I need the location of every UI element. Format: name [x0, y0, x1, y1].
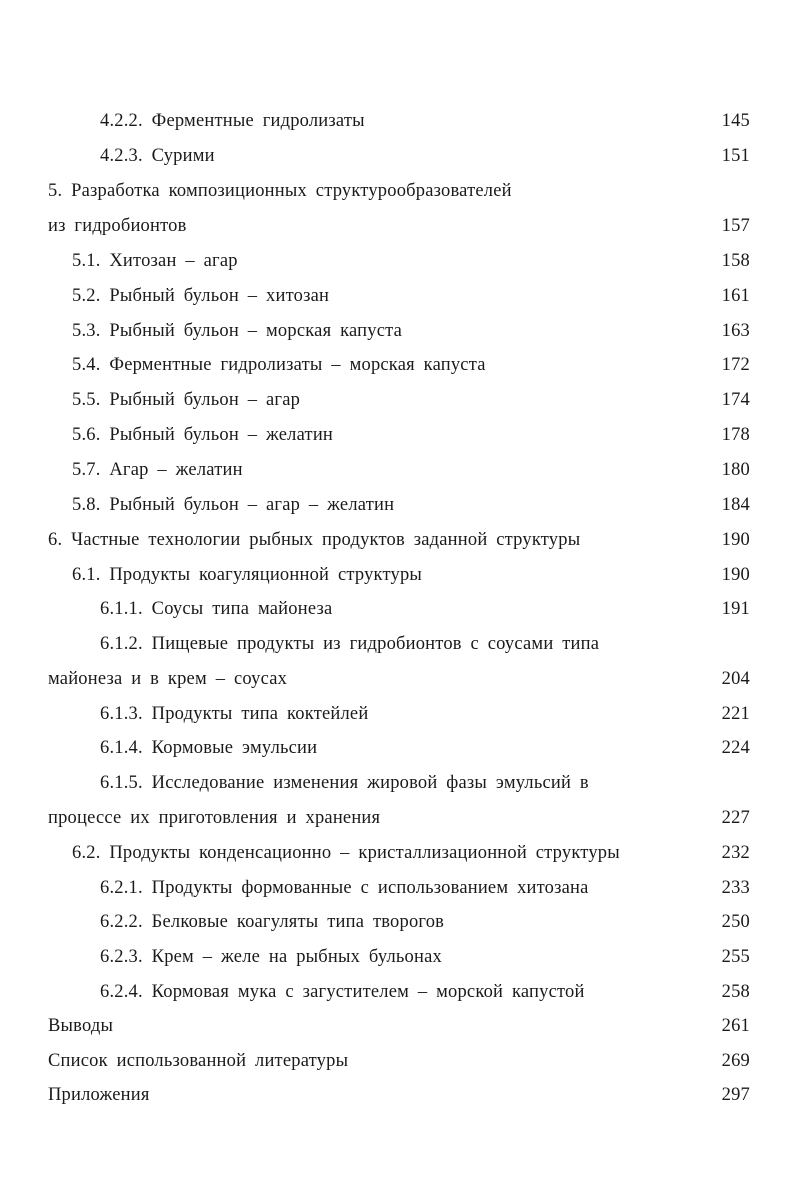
- toc-entry-references: [0, 1046, 799, 1076]
- toc-entry-page: 180: [721, 460, 750, 480]
- toc-entry-appendices: [0, 1080, 799, 1110]
- toc-entry-6-1-1: [0, 594, 799, 624]
- toc-entry-page: 145: [721, 111, 750, 131]
- toc-entry-5-line1: [0, 176, 799, 206]
- toc-entry-5-8: [0, 490, 799, 520]
- toc-entry-page: 174: [721, 390, 750, 410]
- toc-entry-5-6: [0, 420, 799, 450]
- toc-entry-title: 5.1. Хитозан – агар: [72, 251, 238, 271]
- toc-entry-page: 250: [721, 912, 750, 932]
- toc-entry-title: 5. Разработка композиционных структурообразователей: [48, 181, 512, 201]
- toc-entry-5-5: [0, 385, 799, 415]
- toc-entry-6-2-3: [0, 942, 799, 972]
- toc-entry-title: из гидробионтов: [48, 216, 187, 236]
- toc-entry-page: 191: [721, 599, 750, 619]
- toc-entry-page: 255: [721, 947, 750, 967]
- toc-entry-6-1-4: [0, 733, 799, 763]
- toc-entry-title: 6.1.3. Продукты типа коктейлей: [100, 704, 369, 724]
- toc-entry-page: 261: [721, 1016, 750, 1036]
- toc-entry-6-2-4: [0, 977, 799, 1007]
- toc-entry-title: 5.5. Рыбный бульон – агар: [72, 390, 301, 410]
- toc-entry-page: 204: [721, 669, 750, 689]
- toc-entry-page: 297: [721, 1085, 750, 1105]
- toc-entry-page: 221: [721, 704, 750, 724]
- toc-entry-title: майонеза и в крем – соусах: [48, 669, 288, 689]
- toc-entry-page: 232: [721, 843, 750, 863]
- toc-entry-conclusions: [0, 1011, 799, 1041]
- toc-entry-6-1: [0, 560, 799, 590]
- toc-entry-title: 6.2.4. Кормовая мука с загустителем – морской капустой: [100, 982, 585, 1002]
- toc-entry-page: 258: [721, 982, 750, 1002]
- toc-entry-5-3: [0, 316, 799, 346]
- toc-entry-title: Приложения: [48, 1085, 150, 1105]
- toc-entry-page: 178: [721, 425, 750, 445]
- toc-entry-title: 6. Частные технологии рыбных продуктов заданной структуры: [48, 530, 581, 550]
- toc-entry-page: 190: [721, 565, 750, 585]
- toc-entry-title: 5.6. Рыбный бульон – желатин: [72, 425, 334, 445]
- toc-entry-6-1-2-line1: [0, 629, 799, 659]
- toc-entry-5-4: [0, 350, 799, 380]
- toc-entry-5-line2: [0, 211, 799, 241]
- toc-entry-title: 5.7. Агар – желатин: [72, 460, 243, 480]
- toc-entry-6-2-1: [0, 873, 799, 903]
- toc-entry-6-1-2-line2: [0, 664, 799, 694]
- toc-entry-page: 190: [721, 530, 750, 550]
- toc-entry-title: 5.2. Рыбный бульон – хитозан: [72, 286, 330, 306]
- toc-entry-page: 227: [721, 808, 750, 828]
- toc-entry-6-1-5-line1: [0, 768, 799, 798]
- toc-entry-title: 5.4. Ферментные гидролизаты – морская капуста: [72, 355, 486, 375]
- toc-entry-page: 233: [721, 878, 750, 898]
- toc-entry-6-1-5-line2: [0, 803, 799, 833]
- toc-entry-page: 161: [721, 286, 750, 306]
- toc-entry-6-2-2: [0, 907, 799, 937]
- toc-entry-title: 6.2.1. Продукты формованные с использованием хитозана: [100, 878, 589, 898]
- toc-entry-page: 158: [721, 251, 750, 271]
- toc-entry-title: процессе их приготовления и хранения: [48, 808, 381, 828]
- toc-entry-title: Список использованной литературы: [48, 1051, 349, 1071]
- toc-entry-4-2-2: [0, 106, 799, 136]
- toc-entry-title: 6.1.4. Кормовые эмульсии: [100, 738, 318, 758]
- toc-entry-page: 269: [721, 1051, 750, 1071]
- toc-entry-page: 224: [721, 738, 750, 758]
- toc-entry-title: 6.1.2. Пищевые продукты из гидробионтов с соусами типа: [100, 634, 600, 654]
- toc-entry-title: 6.1.1. Соусы типа майонеза: [100, 599, 333, 619]
- toc-entry-6-2: [0, 838, 799, 868]
- toc-entry-title: 6.2.2. Белковые коагуляты типа творогов: [100, 912, 445, 932]
- toc-entry-title: 6.2. Продукты конденсационно – кристаллизационной структуры: [72, 843, 620, 863]
- toc-entry-title: 4.2.2. Ферментные гидролизаты: [100, 111, 365, 131]
- toc-entry-title: 5.8. Рыбный бульон – агар – желатин: [72, 495, 395, 515]
- toc-entry-page: 151: [721, 146, 750, 166]
- toc-entry-page: 184: [721, 495, 750, 515]
- toc-entry-5-7: [0, 455, 799, 485]
- toc-entry-6: [0, 525, 799, 555]
- toc-entry-page: 157: [721, 216, 750, 236]
- toc-entry-title: 6.2.3. Крем – желе на рыбных бульонах: [100, 947, 442, 967]
- toc-entry-6-1-3: [0, 699, 799, 729]
- toc-entry-title: 6.1.5. Исследование изменения жировой фазы эмульсий в: [100, 773, 589, 793]
- toc-entry-title: 4.2.3. Сурими: [100, 146, 215, 166]
- toc-entry-title: 6.1. Продукты коагуляционной структуры: [72, 565, 423, 585]
- toc-entry-4-2-3: [0, 141, 799, 171]
- toc-entry-5-2: [0, 281, 799, 311]
- toc-entry-5-1: [0, 246, 799, 276]
- toc-entry-title: 5.3. Рыбный бульон – морская капуста: [72, 321, 403, 341]
- toc-entry-page: 172: [721, 355, 750, 375]
- toc-entry-page: 163: [721, 321, 750, 341]
- toc-entry-title: Выводы: [48, 1016, 114, 1036]
